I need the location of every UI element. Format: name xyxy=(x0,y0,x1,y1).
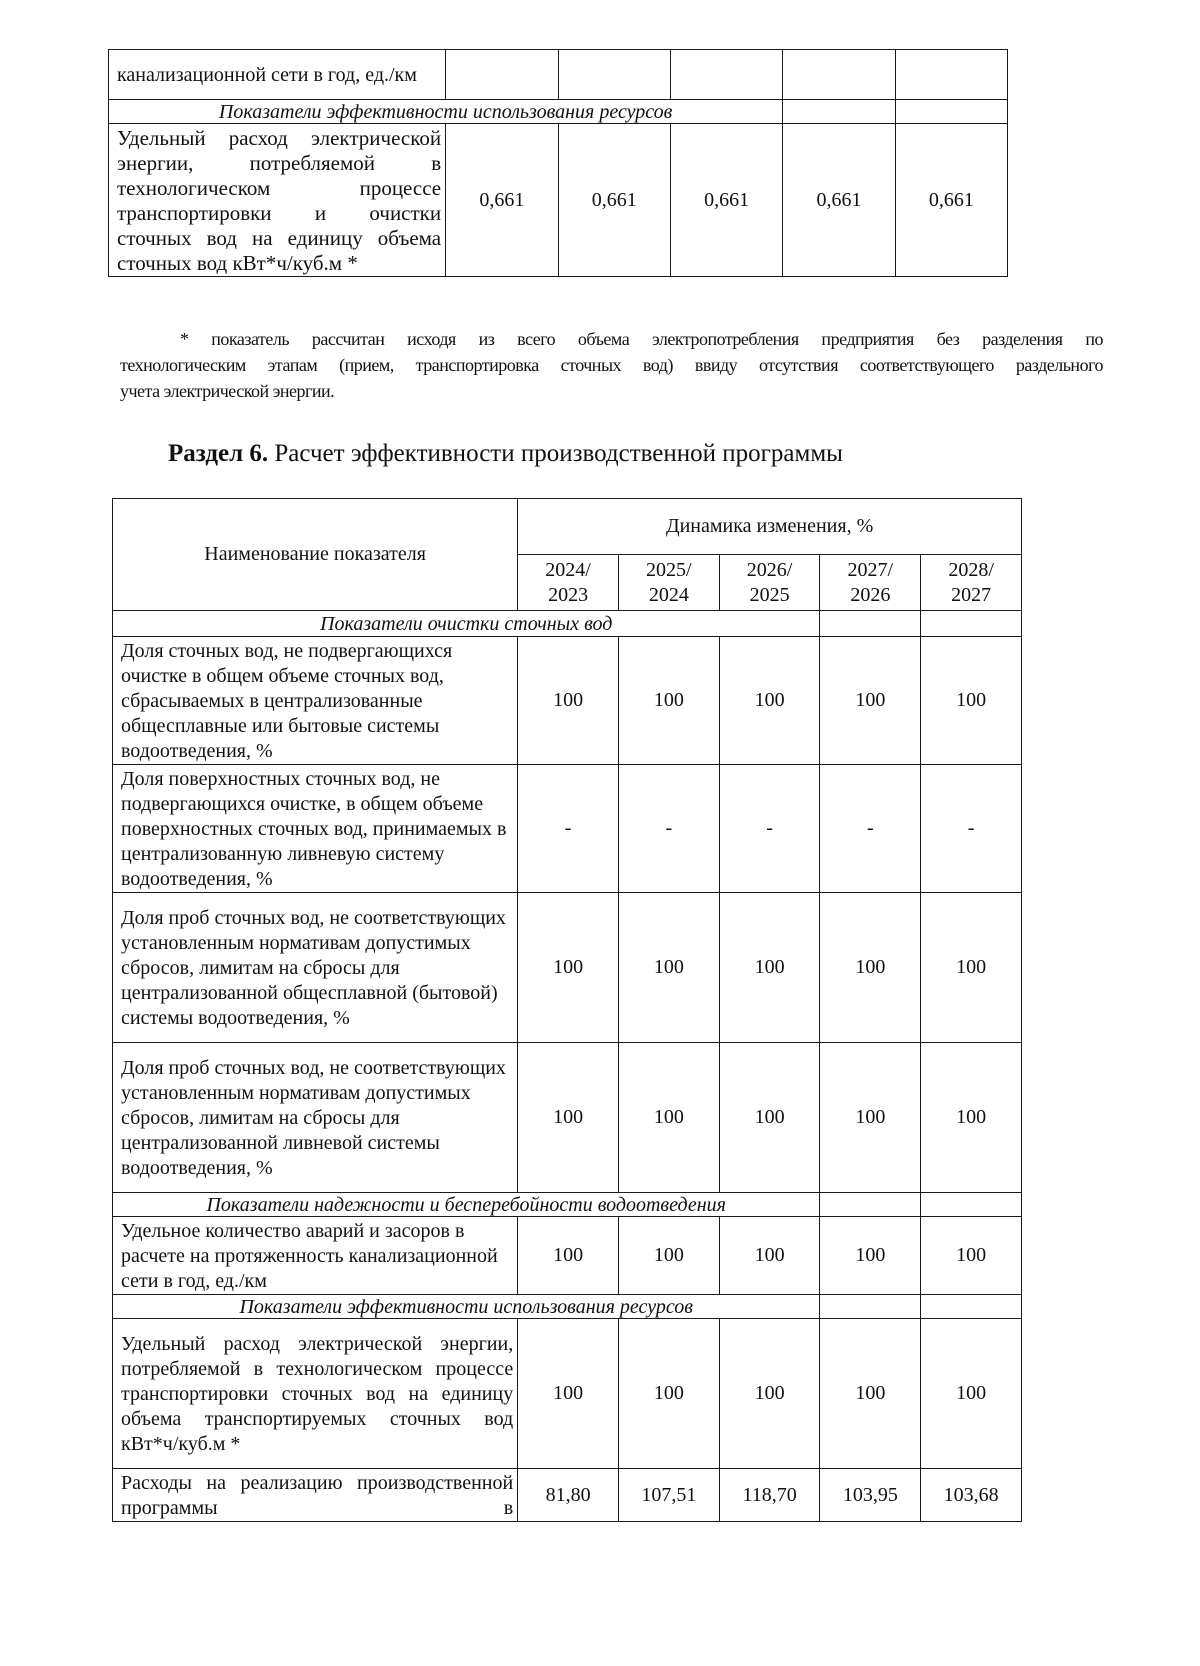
value-cell: 100 xyxy=(921,1217,1022,1295)
value-cell: 100 xyxy=(719,893,820,1043)
value-cell: 0,661 xyxy=(670,124,782,277)
value-cell: 100 xyxy=(518,1217,619,1295)
value-cell: 100 xyxy=(820,1043,921,1193)
value-cell: 103,95 xyxy=(820,1469,921,1522)
value-cell: 100 xyxy=(518,1319,619,1469)
table-row xyxy=(109,50,1008,100)
row-label: Доля поверхностных сточных вод, не подвергающихся очистке, в общем объеме поверхностных сточных вод, принимаемых в централизованную ливневую систему водоотведения, % xyxy=(113,765,518,893)
value-cell: 100 xyxy=(820,637,921,765)
header-dynamics: Динамика изменения, % xyxy=(518,499,1022,555)
value-cell: 100 xyxy=(921,1319,1022,1469)
value-cell: - xyxy=(719,765,820,893)
footnote-line: * показатель рассчитан исходя из всего объема электропотребления предприятия без разделения по xyxy=(180,329,1103,349)
value-cell: 100 xyxy=(820,1319,921,1469)
header-period: 2025/ 2024 xyxy=(618,555,719,611)
section-title xyxy=(168,440,843,468)
value-cell: 103,68 xyxy=(921,1469,1022,1522)
header-period: 2027/ 2026 xyxy=(820,555,921,611)
header-period: 2026/ 2025 xyxy=(719,555,820,611)
value-cell: 81,80 xyxy=(518,1469,619,1522)
section-header-cleaning: Показатели очистки сточных вод xyxy=(113,611,820,637)
row-label: Удельный расход электрической энергии, потребляемой в технологическом процессе транспортировки сточных вод на единицу объема транспортируемых сточных вод кВт*ч/куб.м * xyxy=(113,1319,518,1469)
value-cell: 100 xyxy=(921,893,1022,1043)
row-label: канализационной сети в год, ед./км xyxy=(109,50,446,100)
section-header-row xyxy=(113,1193,1022,1217)
table-row xyxy=(109,124,1008,277)
value-cell: 100 xyxy=(820,893,921,1043)
table-row xyxy=(113,1043,1022,1193)
value-cell: 100 xyxy=(820,1217,921,1295)
value-cell: 100 xyxy=(518,1043,619,1193)
table-row xyxy=(113,1217,1022,1295)
table-row xyxy=(113,765,1022,893)
section-header-reliability: Показатели надежности и бесперебойности водоотведения xyxy=(113,1193,820,1217)
row-label: Доля сточных вод, не подвергающихся очистке в общем объеме сточных вод, сбрасываемых в централизованные общесплавные или бытовые системы водоотведения, % xyxy=(113,637,518,765)
value-cell: 100 xyxy=(719,637,820,765)
row-label: Доля проб сточных вод, не соответствующих установленным нормативам допустимых сбросов, лимитам на сбросы для централизованной общесплавной (бытовой) системы водоотведения, % xyxy=(113,893,518,1043)
value-cell: - xyxy=(921,765,1022,893)
footnote-line: учета электрической энергии. xyxy=(120,381,335,401)
value-cell: 118,70 xyxy=(719,1469,820,1522)
section-header-row xyxy=(113,611,1022,637)
row-label: Доля проб сточных вод, не соответствующих установленным нормативам допустимых сбросов, лимитам на сбросы для централизованной ливневой системы водоотведения, % xyxy=(113,1043,518,1193)
value-cell: 100 xyxy=(618,1319,719,1469)
table-row xyxy=(113,1469,1022,1522)
header-period: 2028/ 2027 xyxy=(921,555,1022,611)
previous-indicators-table xyxy=(108,49,1008,277)
section-header-resources: Показатели эффективности использования ресурсов xyxy=(109,100,783,124)
table-row xyxy=(113,637,1022,765)
value-cell: - xyxy=(518,765,619,893)
row-label: Удельный расход электрической энергии, потребляемой в технологическом процессе транспортировки и очистки сточных вод на единицу объема сточных вод кВт*ч/куб.м * xyxy=(109,124,446,277)
value-cell: 100 xyxy=(618,1217,719,1295)
value-cell: 100 xyxy=(921,1043,1022,1193)
value-cell: - xyxy=(618,765,719,893)
value-cell: 100 xyxy=(719,1217,820,1295)
header-row xyxy=(113,499,1022,555)
value-cell: 100 xyxy=(719,1043,820,1193)
value-cell: 100 xyxy=(719,1319,820,1469)
efficiency-table xyxy=(112,498,1022,1522)
value-cell: 0,661 xyxy=(783,124,895,277)
section-header-resources: Показатели эффективности использования ресурсов xyxy=(113,1295,820,1319)
value-cell: 100 xyxy=(518,893,619,1043)
value-cell: 0,661 xyxy=(446,124,558,277)
footnote-line: технологическим этапам (прием, транспортировка сточных вод) ввиду отсутствия соответствующего раздельного xyxy=(120,355,1103,375)
row-label: Расходы на реализацию производственной программы в xyxy=(113,1469,518,1522)
header-indicator-name: Наименование показателя xyxy=(113,499,518,611)
value-cell: 100 xyxy=(618,893,719,1043)
value-cell: 100 xyxy=(618,637,719,765)
header-period: 2024/ 2023 xyxy=(518,555,619,611)
table-row xyxy=(113,1319,1022,1469)
section-header-row xyxy=(109,100,1008,124)
section-title-text: Расчет эффективности производственной программы xyxy=(274,440,843,467)
value-cell: - xyxy=(820,765,921,893)
row-label: Удельное количество аварий и засоров в расчете на протяженность канализационной сети в год, ед./км xyxy=(113,1217,518,1295)
value-cell: 100 xyxy=(921,637,1022,765)
value-cell: 100 xyxy=(618,1043,719,1193)
section-number: Раздел 6. xyxy=(168,440,269,467)
value-cell: 107,51 xyxy=(618,1469,719,1522)
value-cell: 100 xyxy=(518,637,619,765)
section-header-row xyxy=(113,1295,1022,1319)
value-cell: 0,661 xyxy=(558,124,670,277)
footnote xyxy=(120,326,1103,404)
table-row xyxy=(113,893,1022,1043)
value-cell: 0,661 xyxy=(895,124,1007,277)
